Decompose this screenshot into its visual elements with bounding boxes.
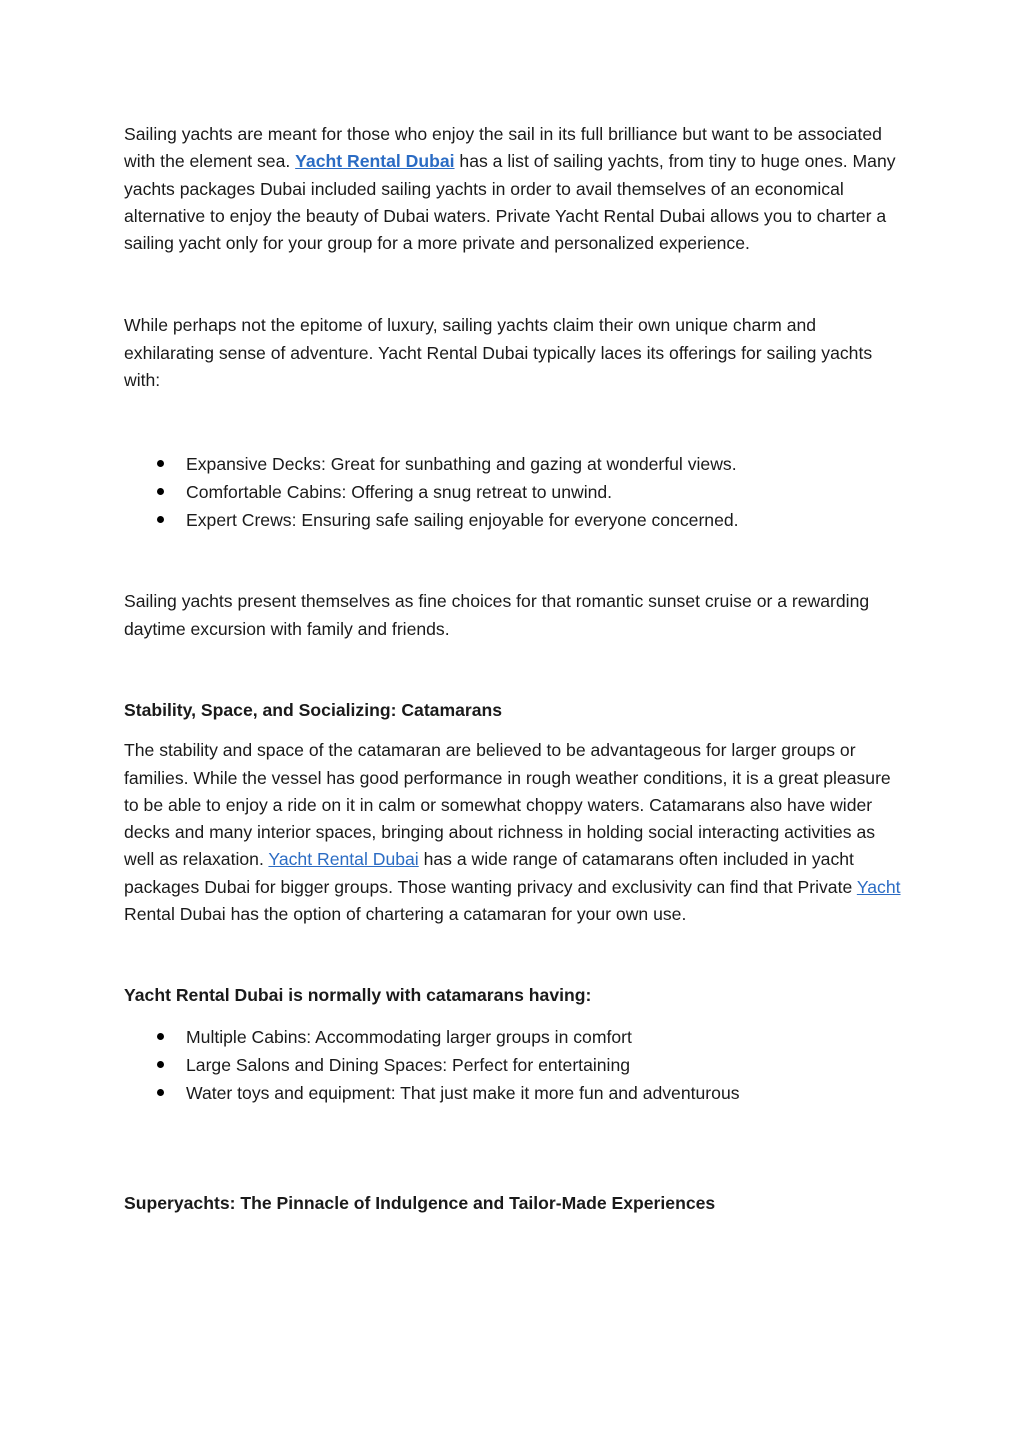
bullet-icon	[157, 1089, 164, 1096]
list-item	[124, 450, 904, 478]
heading-catamarans: Stability, Space, and Socializing: Catamarans	[124, 699, 503, 720]
paragraph-text: has a list of sailing yachts, from tiny to huge ones. Many yachts packages Dubai included sailing yachts in order to avail themselves of an economical alternative to enjoy the beauty of Dubai waters. Private Yacht Rental Dubai allows you to charter a sailing yacht only for your group for a more private and personalized experience.	[124, 151, 896, 254]
paragraph-sailing-charm: While perhaps not the epitome of luxury, sailing yachts claim their own unique charm and exhilarating sense of adventure. Yacht Rental Dubai typically laces its offerings for sailing yachts with:	[124, 315, 873, 391]
list-item	[124, 506, 904, 534]
yacht-rental-dubai-link-2[interactable]: Yacht Rental Dubai	[268, 849, 419, 870]
heading-superyachts-wrap	[124, 1190, 904, 1217]
list-item-text: Expansive Decks: Great for sunbathing and gazing at wonderful views.	[186, 454, 737, 475]
paragraph-text: Sailing yachts are meant for those who enjoy the sail in its full brilliance but want to be associated with the element sea.	[124, 124, 882, 172]
paragraph-text: has a wide range of catamarans often included in yacht packages Dubai for bigger groups. Those wanting privacy and exclusivity can find that Private	[124, 849, 857, 897]
bullet-icon	[157, 516, 164, 523]
list-item	[124, 1079, 904, 1107]
heading-catamaran-features-wrap	[124, 982, 904, 1009]
list-item	[124, 1051, 904, 1079]
heading-catamaran-features: Yacht Rental Dubai is normally with catamarans having:	[124, 985, 592, 1006]
list-item-text: Expert Crews: Ensuring safe sailing enjoyable for everyone concerned.	[186, 510, 739, 531]
paragraph-text: The stability and space of the catamaran are believed to be advantageous for larger groups or families. While the vessel has good performance in rough weather conditions, it is a great pleasure to be able to enjoy a ride on it in calm or somewhat choppy waters. Catamarans also have wider decks and many interior spaces, bringing about richness in holding social interacting activities as well as relaxation.	[124, 740, 891, 870]
heading-superyachts: Superyachts: The Pinnacle of Indulgence and Tailor-Made Experiences	[124, 1192, 716, 1213]
list-item	[124, 1023, 904, 1051]
paragraph-sailing-summary: Sailing yachts present themselves as fine choices for that romantic sunset cruise or a rewarding daytime excursion with family and friends.	[124, 591, 870, 639]
list-item-text: Water toys and equipment: That just make it more fun and adventurous	[186, 1082, 740, 1103]
heading-catamarans-wrap	[124, 697, 904, 724]
bullet-icon	[157, 1061, 164, 1068]
list-item-text: Multiple Cabins: Accommodating larger groups in comfort	[186, 1026, 632, 1047]
bullet-icon	[157, 460, 164, 467]
sailing-features-list	[124, 450, 904, 534]
catamaran-features-list	[124, 1023, 904, 1107]
yacht-link[interactable]: Yacht	[856, 876, 901, 897]
list-item-text: Comfortable Cabins: Offering a snug retreat to unwind.	[186, 482, 613, 503]
paragraph-text: Rental Dubai has the option of chartering a catamaran for your own use.	[124, 904, 687, 925]
document-page	[124, 121, 904, 1217]
paragraph-sailing-intro	[124, 121, 904, 257]
list-item	[124, 478, 904, 506]
yacht-rental-dubai-link[interactable]: Yacht Rental Dubai	[295, 151, 455, 172]
paragraph-catamarans	[124, 737, 904, 928]
list-item-text: Large Salons and Dining Spaces: Perfect for entertaining	[186, 1054, 631, 1075]
bullet-icon	[157, 488, 164, 495]
bullet-icon	[157, 1033, 164, 1040]
